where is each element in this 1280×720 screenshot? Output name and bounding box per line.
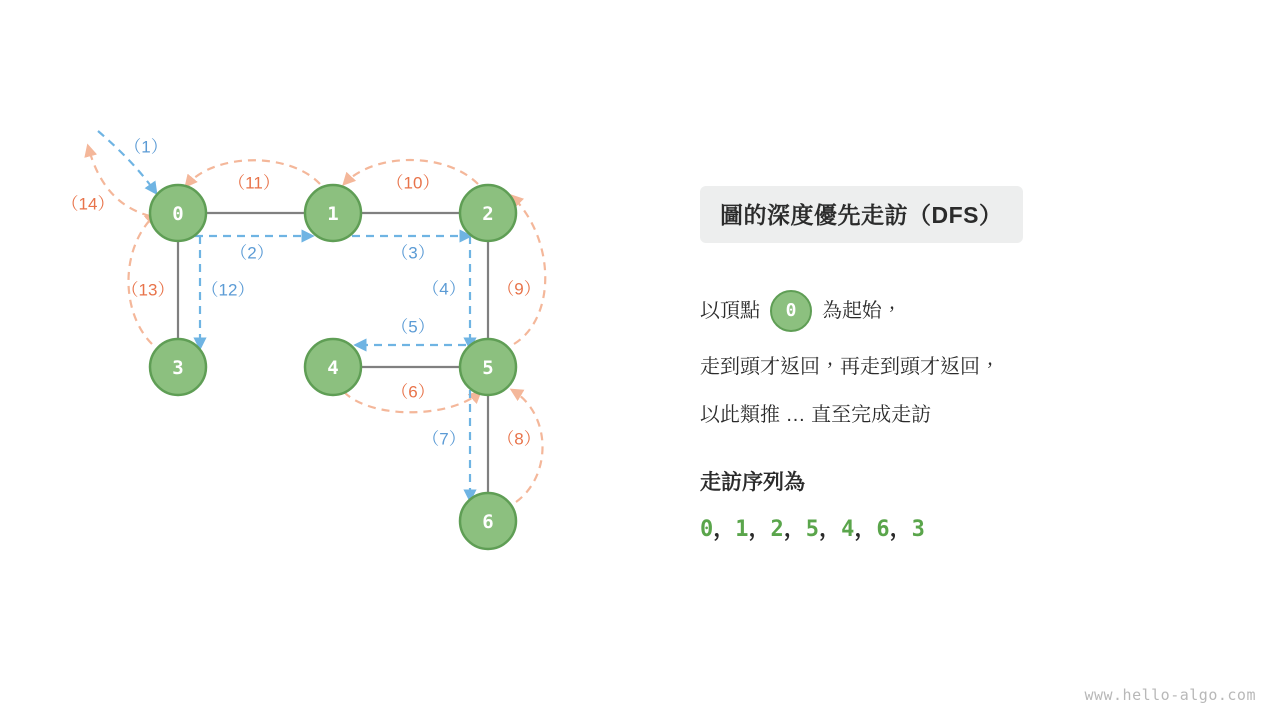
node-label: 2 xyxy=(482,203,494,225)
sequence-item-3: 5 xyxy=(805,517,820,542)
trace-step-9 xyxy=(512,196,545,344)
sequence-separator: ， xyxy=(889,517,912,542)
graph-node-4 xyxy=(305,339,361,395)
step-label-4: （4） xyxy=(422,279,466,299)
sequence-item-0: 0 xyxy=(700,517,714,542)
description-line-1 xyxy=(700,290,1260,332)
sequence-item-6: 3 xyxy=(911,517,925,542)
step-label-11: （11） xyxy=(228,173,280,193)
node-label: 6 xyxy=(482,511,494,533)
step-label-13: （13） xyxy=(121,280,175,300)
sequence-item-2: 2 xyxy=(770,517,784,542)
sequence-values xyxy=(700,512,1260,543)
step-label-5: （5） xyxy=(391,317,435,337)
description-suffix: 為起始， xyxy=(822,299,902,322)
graph-node-3 xyxy=(150,339,206,395)
info-panel xyxy=(700,186,1260,543)
graph-nodes xyxy=(150,185,516,549)
sequence-separator: ， xyxy=(713,517,736,542)
description-line-2: 走到頭才返回，再走到頭才返回， xyxy=(700,356,1000,378)
panel-title: 圖的深度優先走訪（DFS） xyxy=(700,186,1023,243)
sequence-item-5: 6 xyxy=(876,517,890,542)
sequence-item-4: 4 xyxy=(841,517,855,542)
sequence-separator: ， xyxy=(748,517,771,542)
step-label-8: （8） xyxy=(497,429,541,449)
step-label-9: （9） xyxy=(497,279,541,299)
node-label: 1 xyxy=(327,203,339,225)
sequence-separator: ， xyxy=(854,517,877,542)
step-label-6: （6） xyxy=(391,382,435,402)
node-label: 4 xyxy=(327,357,339,379)
trace-step-13 xyxy=(128,214,156,344)
graph-node-1 xyxy=(305,185,361,241)
node-label: 5 xyxy=(482,357,494,379)
start-node-badge: 0 xyxy=(770,290,812,332)
sequence-separator: ， xyxy=(819,517,842,542)
step-label-12: （12） xyxy=(201,280,255,300)
description-prefix: 以頂點 xyxy=(700,299,760,322)
node-label: 3 xyxy=(172,357,184,379)
step-label-7: （7） xyxy=(422,429,466,449)
graph-node-6 xyxy=(460,493,516,549)
sequence-separator: ， xyxy=(783,517,806,542)
step-labels xyxy=(62,138,541,449)
description-line-3: 以此類推 … 直至完成走訪 xyxy=(700,404,932,426)
step-label-10: （10） xyxy=(386,173,440,193)
step-label-2: （2） xyxy=(230,243,274,263)
step-label-1: （1） xyxy=(124,137,168,157)
graph-node-0 xyxy=(150,185,206,241)
step-label-3: （3） xyxy=(391,243,435,263)
node-label: 0 xyxy=(172,203,184,225)
graph-node-2 xyxy=(460,185,516,241)
sequence-heading: 走訪序列為 xyxy=(700,471,805,494)
watermark: www.hello-algo.com xyxy=(1084,686,1256,704)
sequence-item-1: 1 xyxy=(735,517,749,542)
step-label-14: （14） xyxy=(61,194,115,214)
graph-node-5 xyxy=(460,339,516,395)
